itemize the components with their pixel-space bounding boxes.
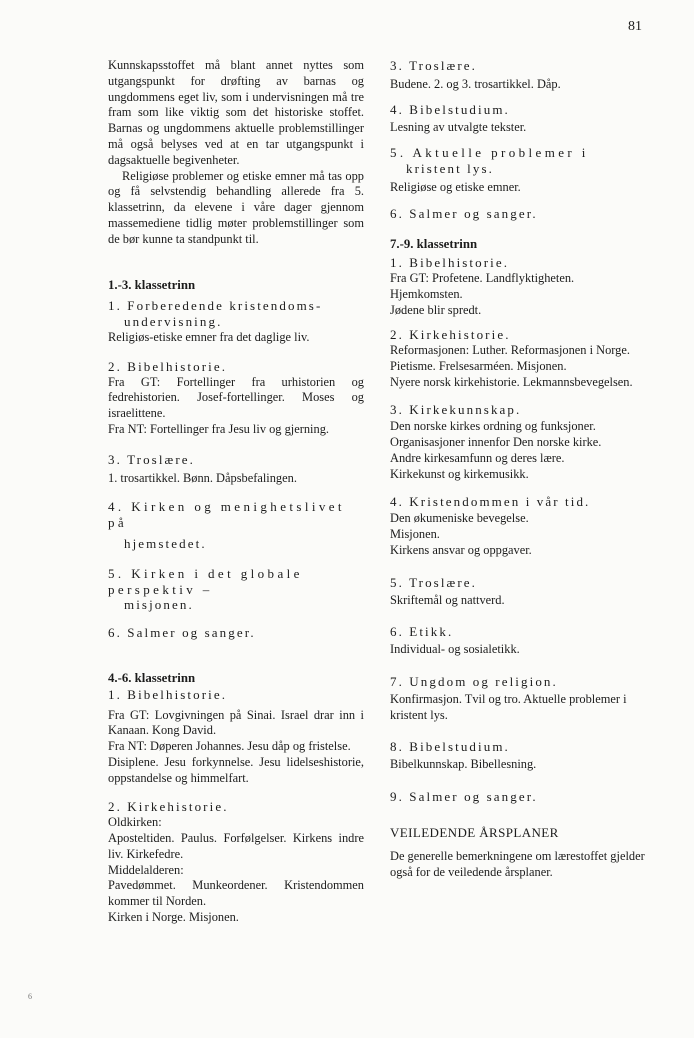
item-text: Religiøs-etiske emner fra det daglige liv. [108, 329, 310, 344]
item-text: Fra GT: Lovgivningen på Sinai. Israel drar inn i Kanaan. Kong David. [108, 707, 364, 738]
section-grade-7-9 [390, 237, 646, 804]
item-heading: 4. Kirken og menighetslivet på [108, 499, 345, 531]
item-heading: 6. Salmer og sanger. [390, 205, 538, 221]
item-text: Oldkirken: [108, 815, 162, 830]
item-text: Budene. 2. og 3. trosartikkel. Dåp. [390, 76, 561, 91]
item-text: Konfirmasjon. Tvil og tro. Aktuelle problemer i kristent lys. [390, 691, 627, 722]
item-heading-cont: kristent lys. [406, 160, 494, 176]
page-number: 81 [628, 19, 642, 34]
item-text: Kirkekunst og kirkemusikk. [390, 466, 529, 481]
item-text: Pietisme. Frelsesarméen. Misjonen. [390, 358, 567, 373]
item-heading: 9. Salmer og sanger. [390, 788, 538, 804]
item-text: Misjonen. [390, 527, 440, 542]
item-heading: 1. Forberedende kristendoms- [108, 298, 323, 314]
section-grade-4-6 [108, 671, 364, 926]
section-heading: 4.-6. klassetrinn [108, 670, 196, 685]
item-text: Kirkens ansvar og oppgaver. [390, 542, 532, 557]
footer-mark: 6 [28, 992, 32, 1001]
item-heading: 2. Kirkehistorie. [390, 327, 511, 343]
item-heading: 5. Kirken i det globale perspektiv – [108, 565, 303, 597]
right-column [390, 58, 646, 881]
item-heading: 3. Troslære. [108, 451, 195, 467]
item-heading: 4. Bibelstudium. [390, 101, 510, 117]
item-text: Jødene blir spredt. [390, 302, 482, 317]
item-text: De generelle bemerkningene om lærestoffet gjelder også for de veiledende årsplaner. [390, 849, 645, 880]
item-heading: 1. Bibelhistorie. [390, 255, 510, 271]
item-heading: 6. Salmer og sanger. [108, 625, 256, 641]
intro-paragraph-2: Religiøse problemer og etiske emner må tas opp og få selvstendig behandling allerede fra 5. klassetrinn, da elevene i våre dager gjennom massemediene tidlig møter problemstillinger som de bør kunne ta standpunkt til. [108, 168, 364, 246]
section-annual-plans [390, 825, 646, 881]
item-heading: 3. Troslære. [390, 58, 477, 73]
item-text: Fra GT: Profetene. Landflyktigheten. [390, 270, 575, 285]
item-text: Disiplene. Jesu forkynnelse. Jesu lidelseshistorie, oppstandelse og himmelfart. [108, 754, 364, 785]
item-heading: 3. Kirkekunnskap. [390, 401, 522, 417]
item-text: Kirken i Norge. Misjonen. [108, 910, 239, 925]
item-text: 1. trosartikkel. Bønn. Dåpsbefalingen. [108, 470, 297, 485]
item-text: Den norske kirkes ordning og funksjoner. [390, 419, 596, 434]
item-heading-cont: hjemstedet. [124, 535, 207, 551]
item-text: Lesning av utvalgte tekster. [390, 120, 527, 135]
item-text: Pavedømmet. Munkeordener. Kristendommen kommer til Norden. [108, 878, 364, 909]
item-text: Aposteltiden. Paulus. Forfølgelser. Kirkens indre liv. Kirkefedre. [108, 831, 364, 861]
section-heading: 7.-9. klassetrinn [390, 237, 478, 252]
section-heading: VEILEDENDE ÅRSPLANER [390, 824, 559, 840]
section-heading: 1.-3. klassetrinn [108, 277, 196, 292]
item-text: Andre kirkesamfunn og deres lære. [390, 450, 565, 465]
item-heading-cont: misjonen. [124, 597, 194, 613]
item-text: Fra NT: Fortellinger fra Jesu liv og gjerning. [108, 421, 329, 436]
item-text: Reformasjonen: Luther. Reformasjonen i Norge. [390, 343, 630, 358]
item-heading: 2. Bibelhistorie. [108, 358, 228, 374]
item-text: Individual- og sosialetikk. [390, 642, 520, 657]
item-text: Nyere norsk kirkehistorie. Lekmannsbevegelsen. [390, 374, 633, 389]
item-heading: 6. Etikk. [390, 624, 454, 640]
item-heading: 2. Kirkehistorie. [108, 799, 229, 815]
item-heading: 4. Kristendommen i vår tid. [390, 493, 591, 509]
item-heading: 5. Troslære. [390, 574, 477, 590]
item-heading-cont: undervisning. [124, 314, 223, 330]
intro-paragraph-1: Kunnskapsstoffet må blant annet nyttes som utgangspunkt for drøfting av barnas og ungdommens eget liv, som i undervisningen må tre fram som like viktig som det historiske stoffet. Barnas og ungdommens aktuelle problemstillinger må også belyses ved at en tar utgangspunkt i dagsaktuelle begivenheter. [108, 58, 364, 167]
item-heading: 1. Bibelhistorie. [108, 686, 228, 702]
item-text: Fra NT: Døperen Johannes. Jesu dåp og fristelse. [108, 739, 351, 754]
item-text: Bibelkunnskap. Bibellesning. [390, 757, 537, 772]
item-heading: 5. Aktuelle problemer i [390, 145, 589, 161]
item-text: Middelalderen: [108, 862, 184, 877]
item-text: Skriftemål og nattverd. [390, 592, 505, 607]
item-text: Hjemkomsten. [390, 286, 463, 301]
left-column [108, 58, 364, 926]
item-heading: 7. Ungdom og religion. [390, 673, 558, 689]
section-grade-1-3 [108, 278, 364, 641]
item-text: Den økumeniske bevegelse. [390, 511, 529, 526]
item-text: Religiøse og etiske emner. [390, 179, 521, 194]
item-text: Fra GT: Fortellinger fra urhistorien og fedrehistorien. Josef-fortellinger. Moses og israelittene. [108, 374, 364, 421]
item-heading: 8. Bibelstudium. [390, 739, 510, 755]
item-text: Organisasjoner innenfor Den norske kirke. [390, 435, 602, 450]
